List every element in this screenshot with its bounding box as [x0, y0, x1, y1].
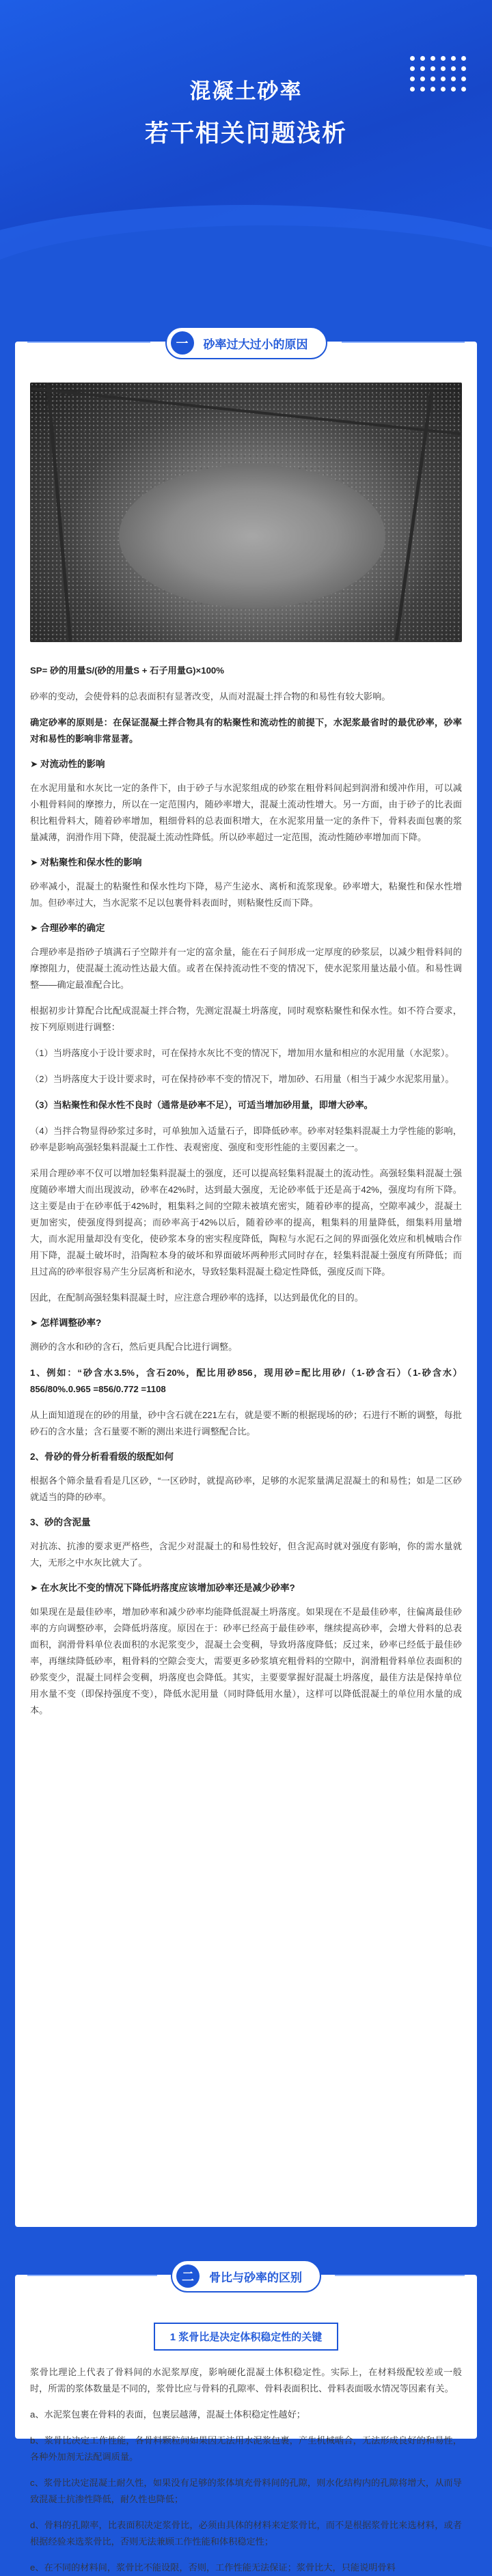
paragraph-bold: 确定砂率的原则是：在保证混凝土拌合物具有的粘聚性和流动性的前提下，水泥浆最省时的最优砂率，砂率对和易性的影响非常显著。 — [30, 717, 462, 744]
paragraph: 采用合理砂率不仅可以增加轻集料混凝土的强度，还可以提高轻集料混凝土的流动性。高强轻集料混凝土强度随砂率增大而出现波动，砂率在42%时，达到最大强度，无论砂率低于还是高于42%，强度均有所下降。这主要是由于在砂率低于42%时，粗集料之间的空隙未被填充密实，随着砂率的提高，空隙率减少，混凝土更加密实，使强度得到提高；而砂率高于42%以后，随着砂率的提高，粗集料的用量降低，细集料用量增大，而水泥用量却没有变化，使砂浆本身的密实程度降低，陶粒与水泥石之间的界面强化效应和机械啮合作用下降，混凝土破坏时，沿陶粒本身的破坏和界面破坏两种形式同时存在，轻集料混凝土强度有所降低；而且过高的砂率很容易产生分层离析和泌水，导致轻集料混凝土稳定性降低，强度反而下降。 — [30, 1168, 462, 1277]
section-2-title: 骨比与砂率的区别 — [209, 2271, 302, 2284]
paragraph: 从上面知道现在的砂的用量，砂中含石就在221左右，就是要不断的根据现场的砂；石进行不断的调整，每批砂石的含水量；含石量要不断的测出来进行调整配合比。 — [30, 1410, 462, 1437]
page-subtitle: 若干相关问题浅析 — [144, 120, 347, 147]
section-1-pill — [165, 327, 327, 359]
page-title: 混凝土砂率 — [189, 79, 303, 103]
section-1-number: 一 — [171, 331, 194, 355]
concrete-photo — [30, 383, 462, 642]
paragraph: b、浆骨比决定工作性能，各骨料颗粒间如果因无法用水泥浆包裹，产生机械啮合，无法形成良好的和易性，各种外加剂无法配调质量。 — [30, 2435, 462, 2462]
paragraph: 砂率的变动，会使骨料的总表面积有显著改变，从而对混凝土拌合物的和易性有较大影响。 — [30, 691, 391, 702]
paragraph-bold: 1、例如：“砂含水3.5%，含石20%，配比用砂856，现用砂=配比用砂/（1-砂含石）（1-砂含水）856/80%.0.965 =856/0.772 =1108 — [30, 1368, 462, 1394]
section-1-card — [15, 342, 477, 2227]
section-1-header — [0, 327, 492, 359]
section-1-title: 砂率过大过小的原因 — [203, 337, 308, 351]
subheading-fluidity: ➤ 对流动性的影响 — [30, 759, 105, 769]
paragraph: （4）当拌合物显得砂浆过多时，可单独加入适量石子，即降低砂率。砂率对轻集料混凝土力学性能的影响，砂率是影响高强轻集料混凝土工作性、表观密度、强度和变形性能的主要因素之一。 — [30, 1126, 462, 1152]
paragraph: 合理砂率是指砂子填满石子空隙并有一定的富余量，能在石子间形成一定厚度的砂浆层，以减少粗骨料间的摩擦阻力，使混凝土流动性达最大值。或者在保持流动性不变的情况下，使水泥浆用量达最小值。和易性调整——确定最准配合比。 — [30, 947, 462, 990]
paragraph: （1）当坍落度小于设计要求时，可在保持水灰比不变的情况下，增加用水量和相应的水泥用量（水泥浆）。 — [30, 1048, 454, 1058]
subheading-slump: ➤ 在水灰比不变的情况下降低坍落度应该增加砂率还是减少砂率? — [30, 1583, 295, 1593]
section-2-header — [0, 2260, 492, 2293]
section-2-subtitle: 1 浆骨比是决定体积稳定性的关键 — [154, 2323, 339, 2351]
paragraph: 在水泥用量和水灰比一定的条件下，由于砂子与水泥浆组成的砂浆在粗骨料间起到润滑和缓冲作用，可以减小粗骨料间的摩擦力，所以在一定范围内，随砂率增大，混凝土流动性增大。另一方面，由于砂子的比表面积比粗骨料大，随着砂率增加，粗细骨料的总表面积增大，在水泥浆用量一定的条件下，骨料表面包裹的浆量减薄，润滑作用下降，使混凝土流动性降低。所以砂率超过一定范围，流动性随砂率增加而下降。 — [30, 783, 462, 842]
section-2-card — [15, 2275, 477, 2573]
paragraph: 砂率减小，混凝土的粘聚性和保水性均下降，易产生泌水、离析和流浆现象。砂率增大，粘聚性和保水性增加。但砂率过大，当水泥浆不足以包裹骨料表面时，则粘聚性反而下降。 — [30, 881, 462, 908]
subheading-adjust: ➤ 怎样调整砂率? — [30, 1318, 102, 1328]
section-2-number: 二 — [176, 2265, 200, 2288]
paragraph: 测砂的含水和砂的含石，然后更具配合比进行调整。 — [30, 1342, 238, 1352]
subheading-grading: 2、骨砂的骨分析看看级的级配如何 — [30, 1452, 174, 1462]
subheading-reasonable-ratio: ➤ 合理砂率的确定 — [30, 923, 105, 933]
paragraph: c、浆骨比决定混凝土耐久性，如果没有足够的浆体填充骨料间的孔隙，则水化结构内的孔隙将增大，从而导致混凝土抗渗性降低，耐久性也降低； — [30, 2478, 462, 2504]
paragraph: 根据初步计算配合比配成混凝土拌合物，先测定混凝土坍落度，同时观察粘聚性和保水性。如不符合要求，按下列原则进行调整： — [30, 1006, 462, 1032]
paragraph: （2）当坍落度大于设计要求时，可在保持砂率不变的情况下，增加砂、石用量（相当于减少水泥浆用量）。 — [30, 1074, 454, 1084]
hero-banner — [0, 0, 492, 260]
section-2-subtitle-box — [30, 2323, 462, 2351]
paragraph: e、在不同的材料间，浆骨比不能设限，否则，工作性能无法保证；浆骨比大，只能说明骨料 — [30, 2562, 396, 2573]
paragraph: d、骨料的孔隙率，比表面积决定浆骨比，必须由具体的材料来定浆骨比，而不是根据浆骨比来选材料，或者根据经验来选浆骨比，否则无法兼顾工作性能和体积稳定性； — [30, 2520, 462, 2547]
sand-ratio-formula: SP= 砂的用量S/(砂的用量S + 石子用量G)×100% — [30, 665, 224, 676]
paragraph-bold: （3）当粘聚性和保水性不良时（通常是砂率不足），可适当增加砂用量，即增大砂率。 — [30, 1100, 373, 1110]
paragraph: 对抗冻、抗渗的要求更严格些，含泥少对混凝土的和易性较好，但含泥高时就对强度有影响，你的需水量就大，无形之中水灰比就大了。 — [30, 1541, 462, 1568]
paragraph: 根据各个筛余量看看是几区砂，“一区砂时，就提高砂率，足够的水泥浆量满足混凝土的和易性；如是二区砂就适当的降的砂率。 — [30, 1476, 462, 1502]
subheading-cohesion: ➤ 对粘聚性和保水性的影响 — [30, 857, 142, 868]
section-2-pill — [171, 2260, 321, 2293]
paragraph: 浆骨比理论上代表了骨料间的水泥浆厚度，影响硬化混凝土体积稳定性。实际上，在材料级配较差或一般时，所需的浆体数量是不同的，浆骨比应与骨料的孔隙率、骨料表面积比、骨料表面吸水情况等因素有关。 — [30, 2367, 462, 2394]
paragraph: 如果现在是最佳砂率，增加砂率和减少砂率均能降低混凝土坍落度。如果现在不是最佳砂率，往偏离最佳砂率的方向调整砂率，会降低坍落度。原因在于：砂率已经高于最佳砂率，继续提高砂率，会增大骨料的总表面积，润滑骨料单位表面积的水泥浆变少，混凝土会变稠，导致坍落度降低；反过来，砂率已经低于最佳砂率，再继续降低砂率，粗骨料的空隙会变大，需要更多砂浆填充粗骨料的空隙中，润滑粗骨料单位表面积的砂浆变少，混凝土同样会变稠，坍落度也会降低。其实，主要要掌握好混凝土坍落度，最佳方法是保持单位用水量不变（即保持强度不变），降低水泥用量（同时降低用水量），这样可以降低混凝土的单位用水量的成本。 — [30, 1607, 462, 1715]
subheading-mud-content: 3、砂的含泥量 — [30, 1517, 91, 1527]
paragraph: a、水泥浆包裹在骨料的表面，包裹层越薄，混凝土体积稳定性越好； — [30, 2409, 305, 2420]
paragraph: 因此，在配制高强轻集料混凝土时，应注意合理砂率的选择，以达到最优化的目的。 — [30, 1292, 364, 1303]
